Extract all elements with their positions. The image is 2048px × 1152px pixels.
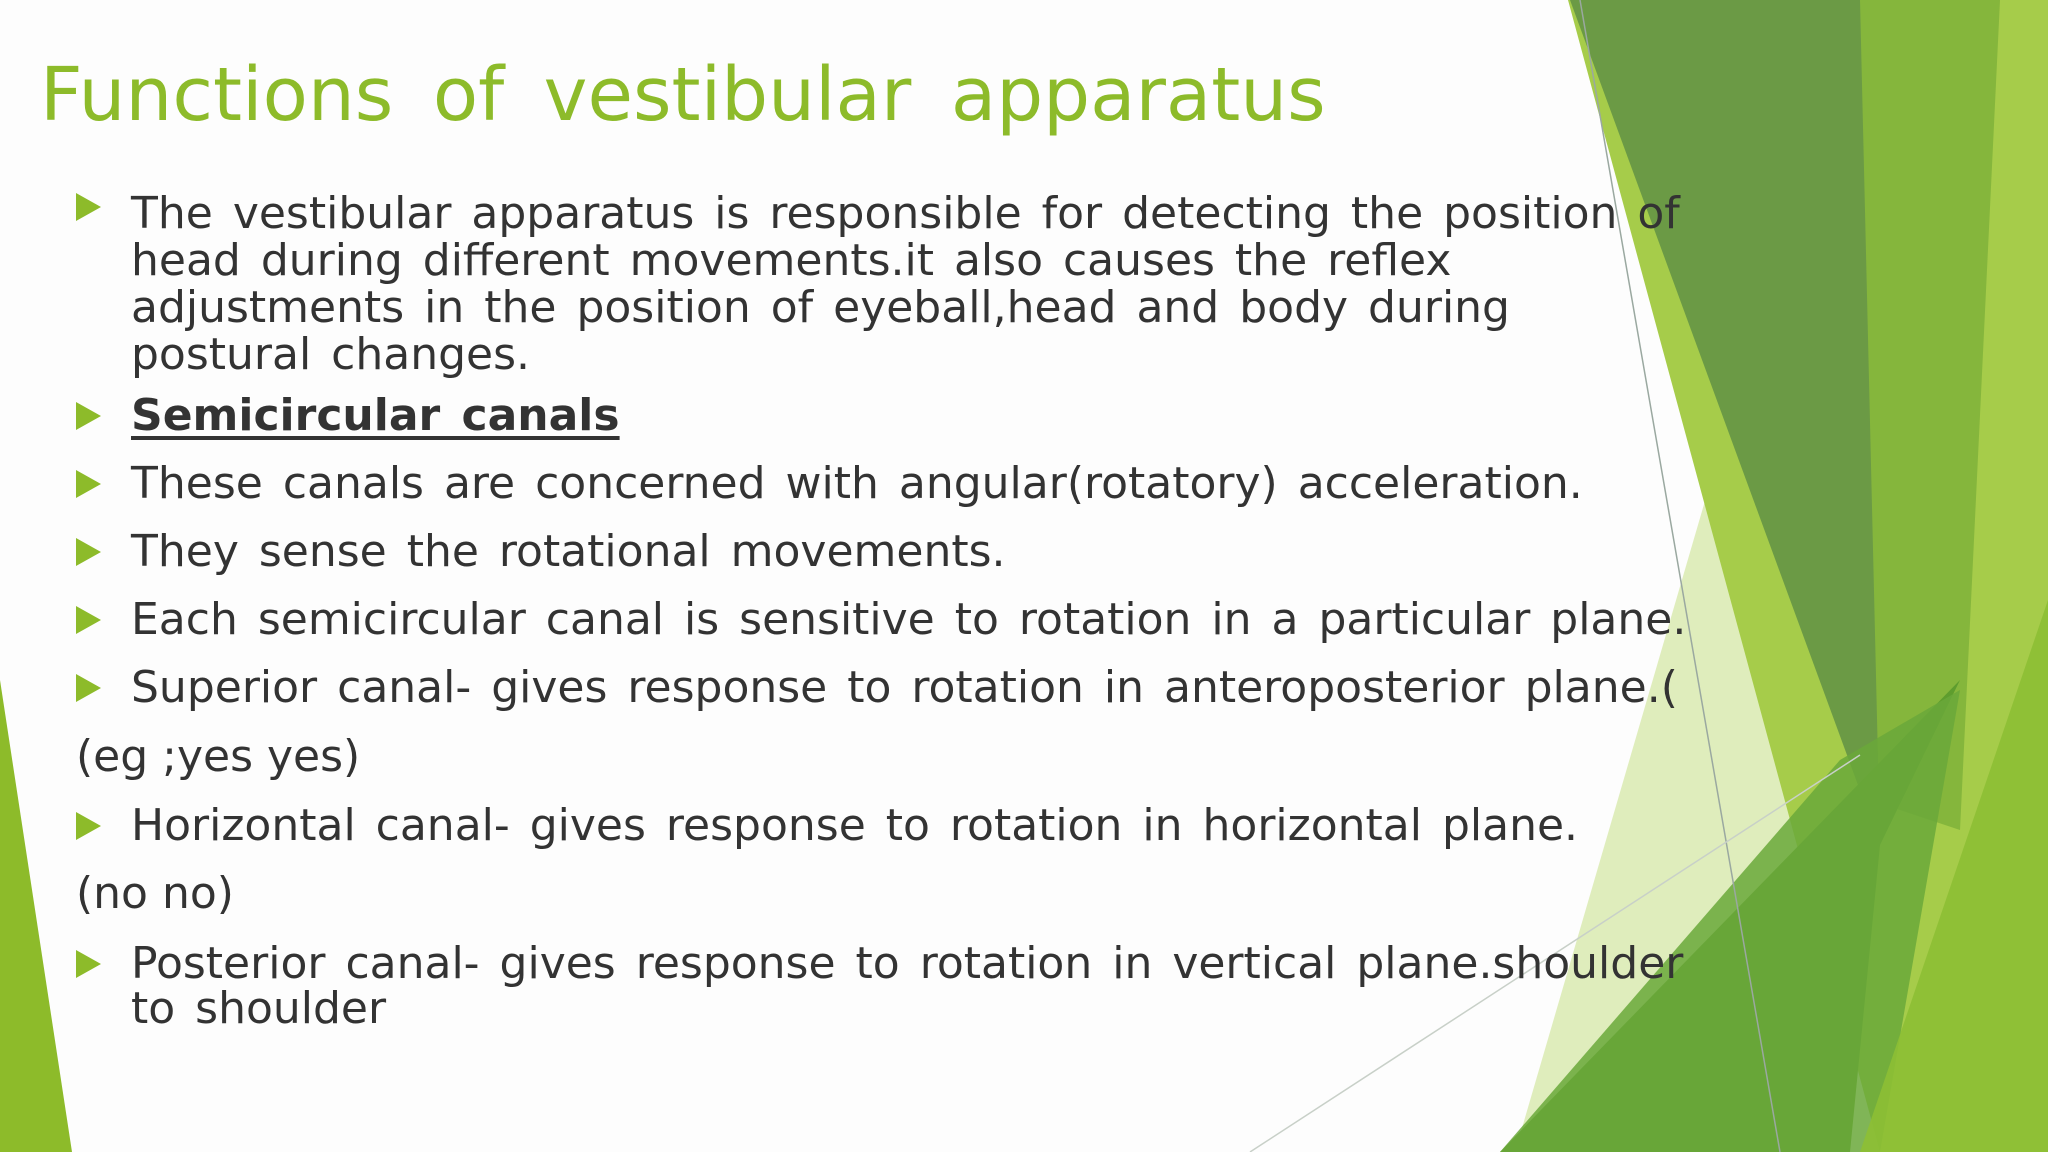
bullet-line: postural changes.: [131, 329, 531, 380]
bullet-text: They sense the rotational movements.: [131, 526, 1006, 577]
note-no-no: (no no): [76, 868, 234, 919]
bullet-text: These canals are concerned with angular(rotatory) acceleration.: [131, 458, 1583, 509]
bullet-arrow-icon: [76, 606, 101, 634]
bullet-arrow-icon: [76, 402, 101, 430]
bullet-text: Horizontal canal- gives response to rotation in horizontal plane.: [131, 800, 1579, 851]
bullet-text: Each semicircular canal is sensitive to rotation in a particular plane.: [131, 594, 1687, 645]
bullet-line: to shoulder: [131, 983, 387, 1034]
slide-title: Functions of vestibular apparatus: [40, 52, 1326, 138]
bullet-arrow-icon: [76, 470, 101, 498]
bullet-text: [131, 940, 1831, 1032]
bullet-line: head during different movements.it also causes the reflex: [131, 235, 1452, 286]
bullet-arrow-icon: [76, 950, 101, 978]
bullet-arrow-icon: [76, 193, 101, 221]
bullet-arrow-icon: [76, 674, 101, 702]
bullet-line: Posterior canal- gives response to rotation in vertical plane.shoulder: [131, 938, 1684, 989]
bullet-text: Superior canal- gives response to rotation in anteroposterior plane.(: [131, 662, 1678, 713]
bullet-text: [131, 190, 1831, 378]
note-yes-yes: (eg ;yes yes): [76, 731, 361, 782]
bullet-arrow-icon: [76, 538, 101, 566]
section-heading: Semicircular canals: [131, 390, 620, 441]
bullet-line: The vestibular apparatus is responsible for detecting the position of: [131, 188, 1680, 239]
bullet-line: adjustments in the position of eyeball,head and body during: [131, 282, 1510, 333]
bullet-arrow-icon: [76, 812, 101, 840]
